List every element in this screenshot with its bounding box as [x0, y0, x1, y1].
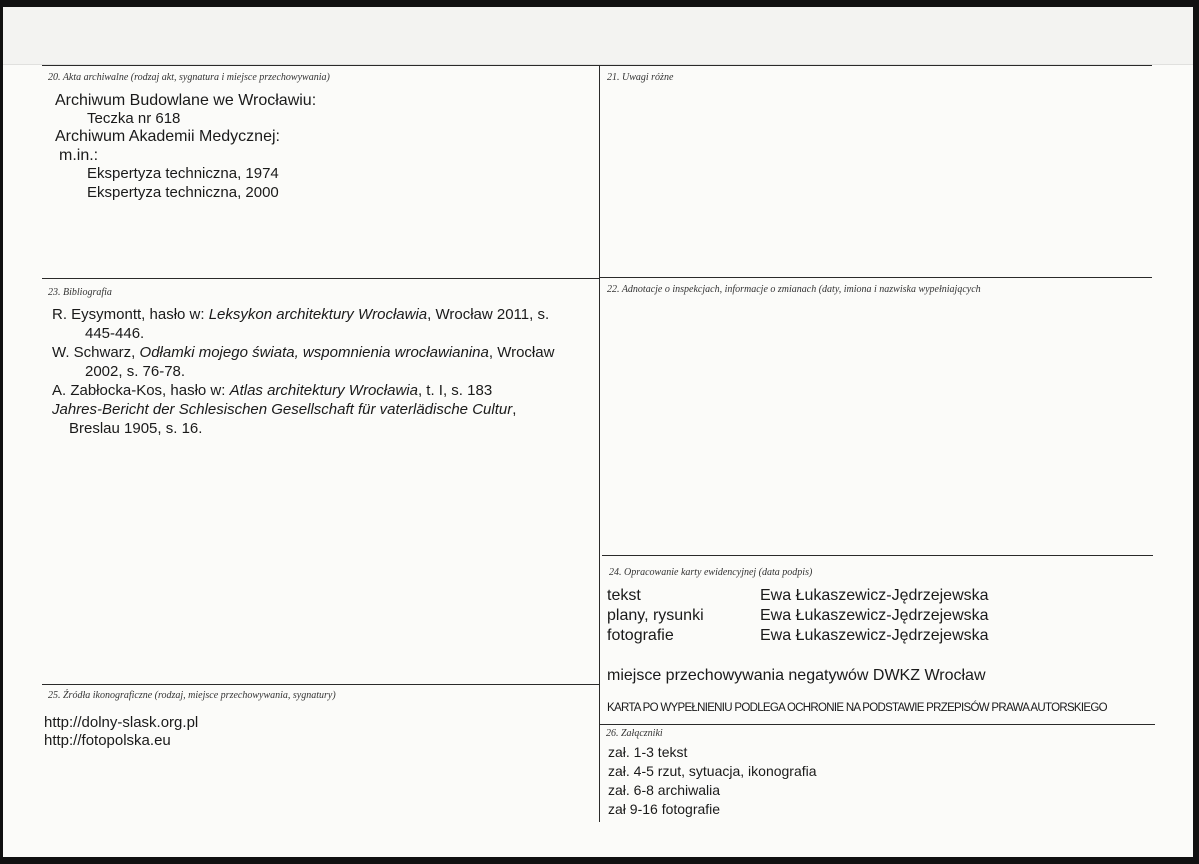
bib-3-rest: , t. I, s. 183: [417, 382, 493, 399]
bib-3-title: Atlas architektury Wrocławia: [229, 382, 418, 399]
attachment-2: zał. 4-5 rzut, sytuacja, ikonografia: [608, 763, 817, 779]
rule-right-26: [599, 724, 1155, 725]
author-name-1: Ewa Łukaszewicz-Jędrzejewska: [760, 587, 989, 604]
bib-1-author: R. Eysymontt, hasło w:: [52, 306, 209, 323]
bib-entry-3: [52, 381, 592, 400]
rule-top: [42, 65, 1152, 66]
bibliography-list: [52, 305, 592, 438]
archive-line-4: m.in.:: [59, 147, 99, 164]
attachment-3: zał. 6-8 archiwalia: [608, 782, 721, 798]
bib-2-author: W. Schwarz,: [52, 344, 140, 361]
section-26-label: 26. Załączniki: [606, 728, 663, 739]
section-22-label: 22. Adnotacje o inspekcjach, informacje o zmianach (daty, imiona i nazwiska wypełniających: [607, 284, 981, 295]
bib-entry-1: [52, 305, 592, 324]
section-20-label: 20. Akta archiwalne (rodzaj akt, sygnatura i miejsce przechowywania): [48, 72, 330, 83]
section-24-label: 24. Opracowanie karty ewidencyjnej (data podpis): [609, 567, 813, 578]
author-name-3: Ewa Łukaszewicz-Jędrzejewska: [760, 627, 989, 644]
archive-line-2: Teczka nr 618: [87, 110, 181, 127]
bib-4-rest: ,: [512, 401, 517, 418]
copyright-notice: KARTA PO WYPEŁNIENIU PODLEGA OCHRONIE NA PODSTAWIE PRZEPISÓW PRAWA AUTORSKIEGO: [607, 702, 1107, 714]
source-link-2[interactable]: http://fotopolska.eu: [44, 732, 171, 749]
rule-center: [599, 65, 600, 822]
section-25-label: 25. Źródła ikonograficzne (rodzaj, miejsce przechowywania, sygnatury): [48, 690, 336, 701]
section-21-label: 21. Uwagi różne: [607, 72, 674, 83]
attachment-4: zał 9-16 fotografie: [608, 801, 721, 817]
archive-line-5: Ekspertyza techniczna, 1974: [87, 165, 279, 182]
bib-entry-2: [52, 343, 592, 362]
bib-4-title: Jahres-Bericht der Schlesischen Gesellschaft für vaterlädische Cultur: [52, 401, 513, 418]
source-link-1[interactable]: http://dolny-slask.org.pl: [44, 714, 199, 731]
archive-line-1: Archiwum Budowlane we Wrocławiu:: [55, 92, 317, 109]
author-name-2: Ewa Łukaszewicz-Jędrzejewska: [760, 607, 989, 624]
rule-right-24: [602, 555, 1153, 556]
bib-2-title: Odłamki mojego świata, wspomnienia wrocławianina: [139, 344, 489, 361]
bib-3-author: A. Zabłocka-Kos, hasło w:: [52, 382, 230, 399]
page-fold: [3, 7, 1193, 65]
author-role-3: fotografie: [607, 627, 674, 644]
attachment-1: zał. 1-3 tekst: [608, 744, 688, 760]
rule-left-25: [42, 684, 599, 685]
section-23-label: 23. Bibliografia: [48, 287, 112, 298]
author-role-1: tekst: [607, 587, 641, 604]
bib-entry-4-cont: Breslau 1905, s. 16.: [69, 420, 203, 437]
archive-line-6: Ekspertyza techniczna, 2000: [87, 184, 279, 201]
negatives-storage: miejsce przechowywania negatywów DWKZ Wrocław: [607, 667, 986, 684]
rule-mid-left: [42, 278, 599, 279]
bib-entry-4: [52, 400, 592, 419]
archive-line-3: Archiwum Akademii Medycznej:: [55, 128, 280, 145]
bib-entry-1-cont: 445-446.: [85, 325, 145, 342]
bib-1-title: Leksykon architektury Wrocławia: [208, 306, 428, 323]
author-role-2: plany, rysunki: [607, 607, 704, 624]
rule-mid-right: [599, 277, 1152, 278]
bib-1-rest: , Wrocław 2011, s.: [427, 306, 550, 323]
bib-2-rest: , Wrocław: [488, 344, 555, 361]
bib-entry-2-cont: 2002, s. 76-78.: [85, 363, 186, 380]
